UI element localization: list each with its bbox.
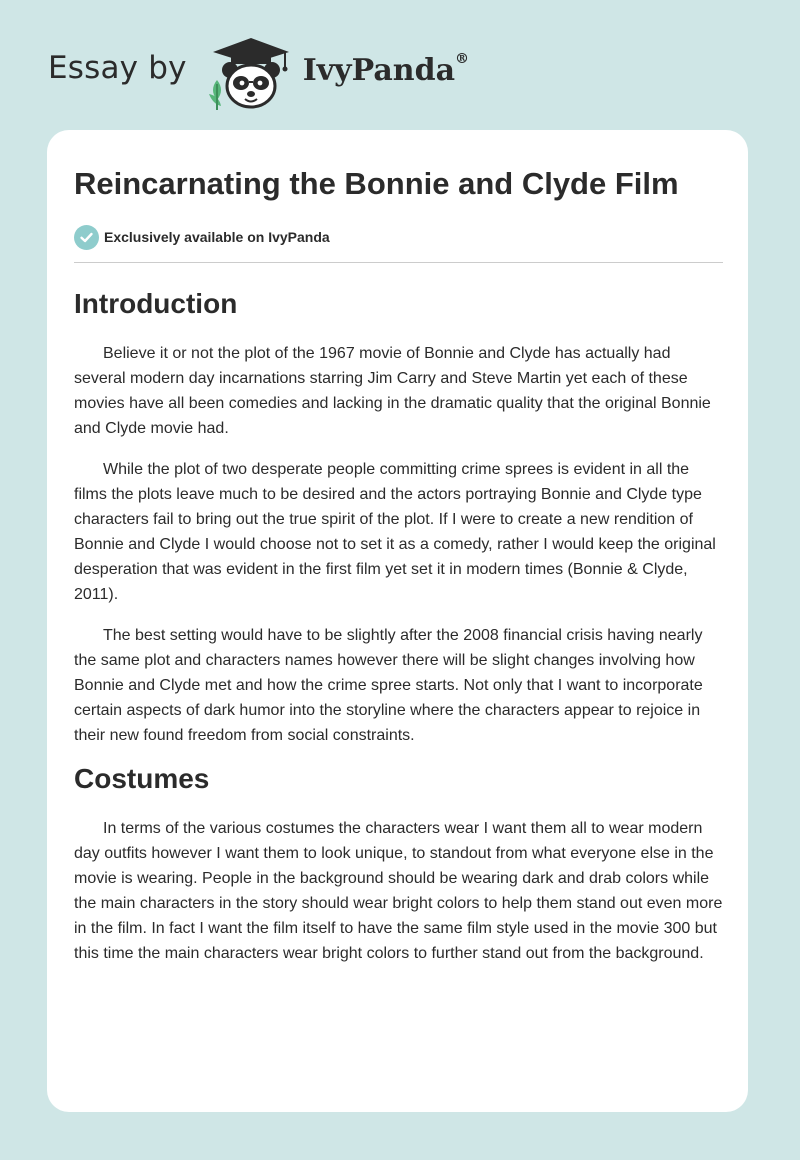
check-icon [74,225,99,250]
paragraph: In terms of the various costumes the characters wear I want them all to wear modern day outfits however I want them to look unique, to standout from what everyone else in the movie is wearing. People in the background should be wearing dark and drab colors while the main characters in the story should wear bright colors to help them stand out even more in the film. In fact I want the film itself to have the same film style used in the movie 300 but this time the main characters wear bright colors to further stand out from the background. [74,820,723,962]
site-brand[interactable] [48,34,469,110]
section-heading-costumes: Costumes [74,763,210,794]
brand-name: IvyPanda [302,52,456,88]
registered-mark: ® [455,50,470,67]
essay-content [74,163,723,966]
essay-card [47,130,748,1112]
exclusive-badge [74,224,723,250]
divider [74,262,723,263]
paragraph: Believe it or not the plot of the 1967 movie of Bonnie and Clyde has actually had several modern day incarnations starring Jim Carry and Steve Martin yet each of these movies have all been comedies and lacking in the dramatic quality that the original Bonnie and Clyde movie had. [74,345,711,437]
ivypanda-logo-word [302,50,470,88]
page-title: Reincarnating the Bonnie and Clyde Film [74,166,679,201]
essay-by-label: Essay by [48,50,187,86]
section-heading-introduction: Introduction [74,288,238,319]
paragraph: While the plot of two desperate people committing crime sprees is evident in all the films the plots leave much to be desired and the actors portraying Bonnie and Clyde type characters fail to bring out the true spirit of the plot. If I were to create a new rendition of Bonnie and Clyde I would choose not to set it as a comedy, rather I would keep the original desperation that was evident in the first film yet set it in modern times (Bonnie & Clyde, 2011). [74,461,716,603]
paragraph: The best setting would have to be slightly after the 2008 financial crisis having nearly the same plot and characters names however there will be slight changes involving how Bonnie and Clyde met and how the crime spree starts. Not only that I want to incorporate certain aspects of dark humor into the storyline where the characters appear to rejoice in their new found freedom from social constraints. [74,627,703,744]
panda-graduate-icon [205,34,297,110]
exclusive-text: Exclusively available on IvyPanda [104,229,330,245]
